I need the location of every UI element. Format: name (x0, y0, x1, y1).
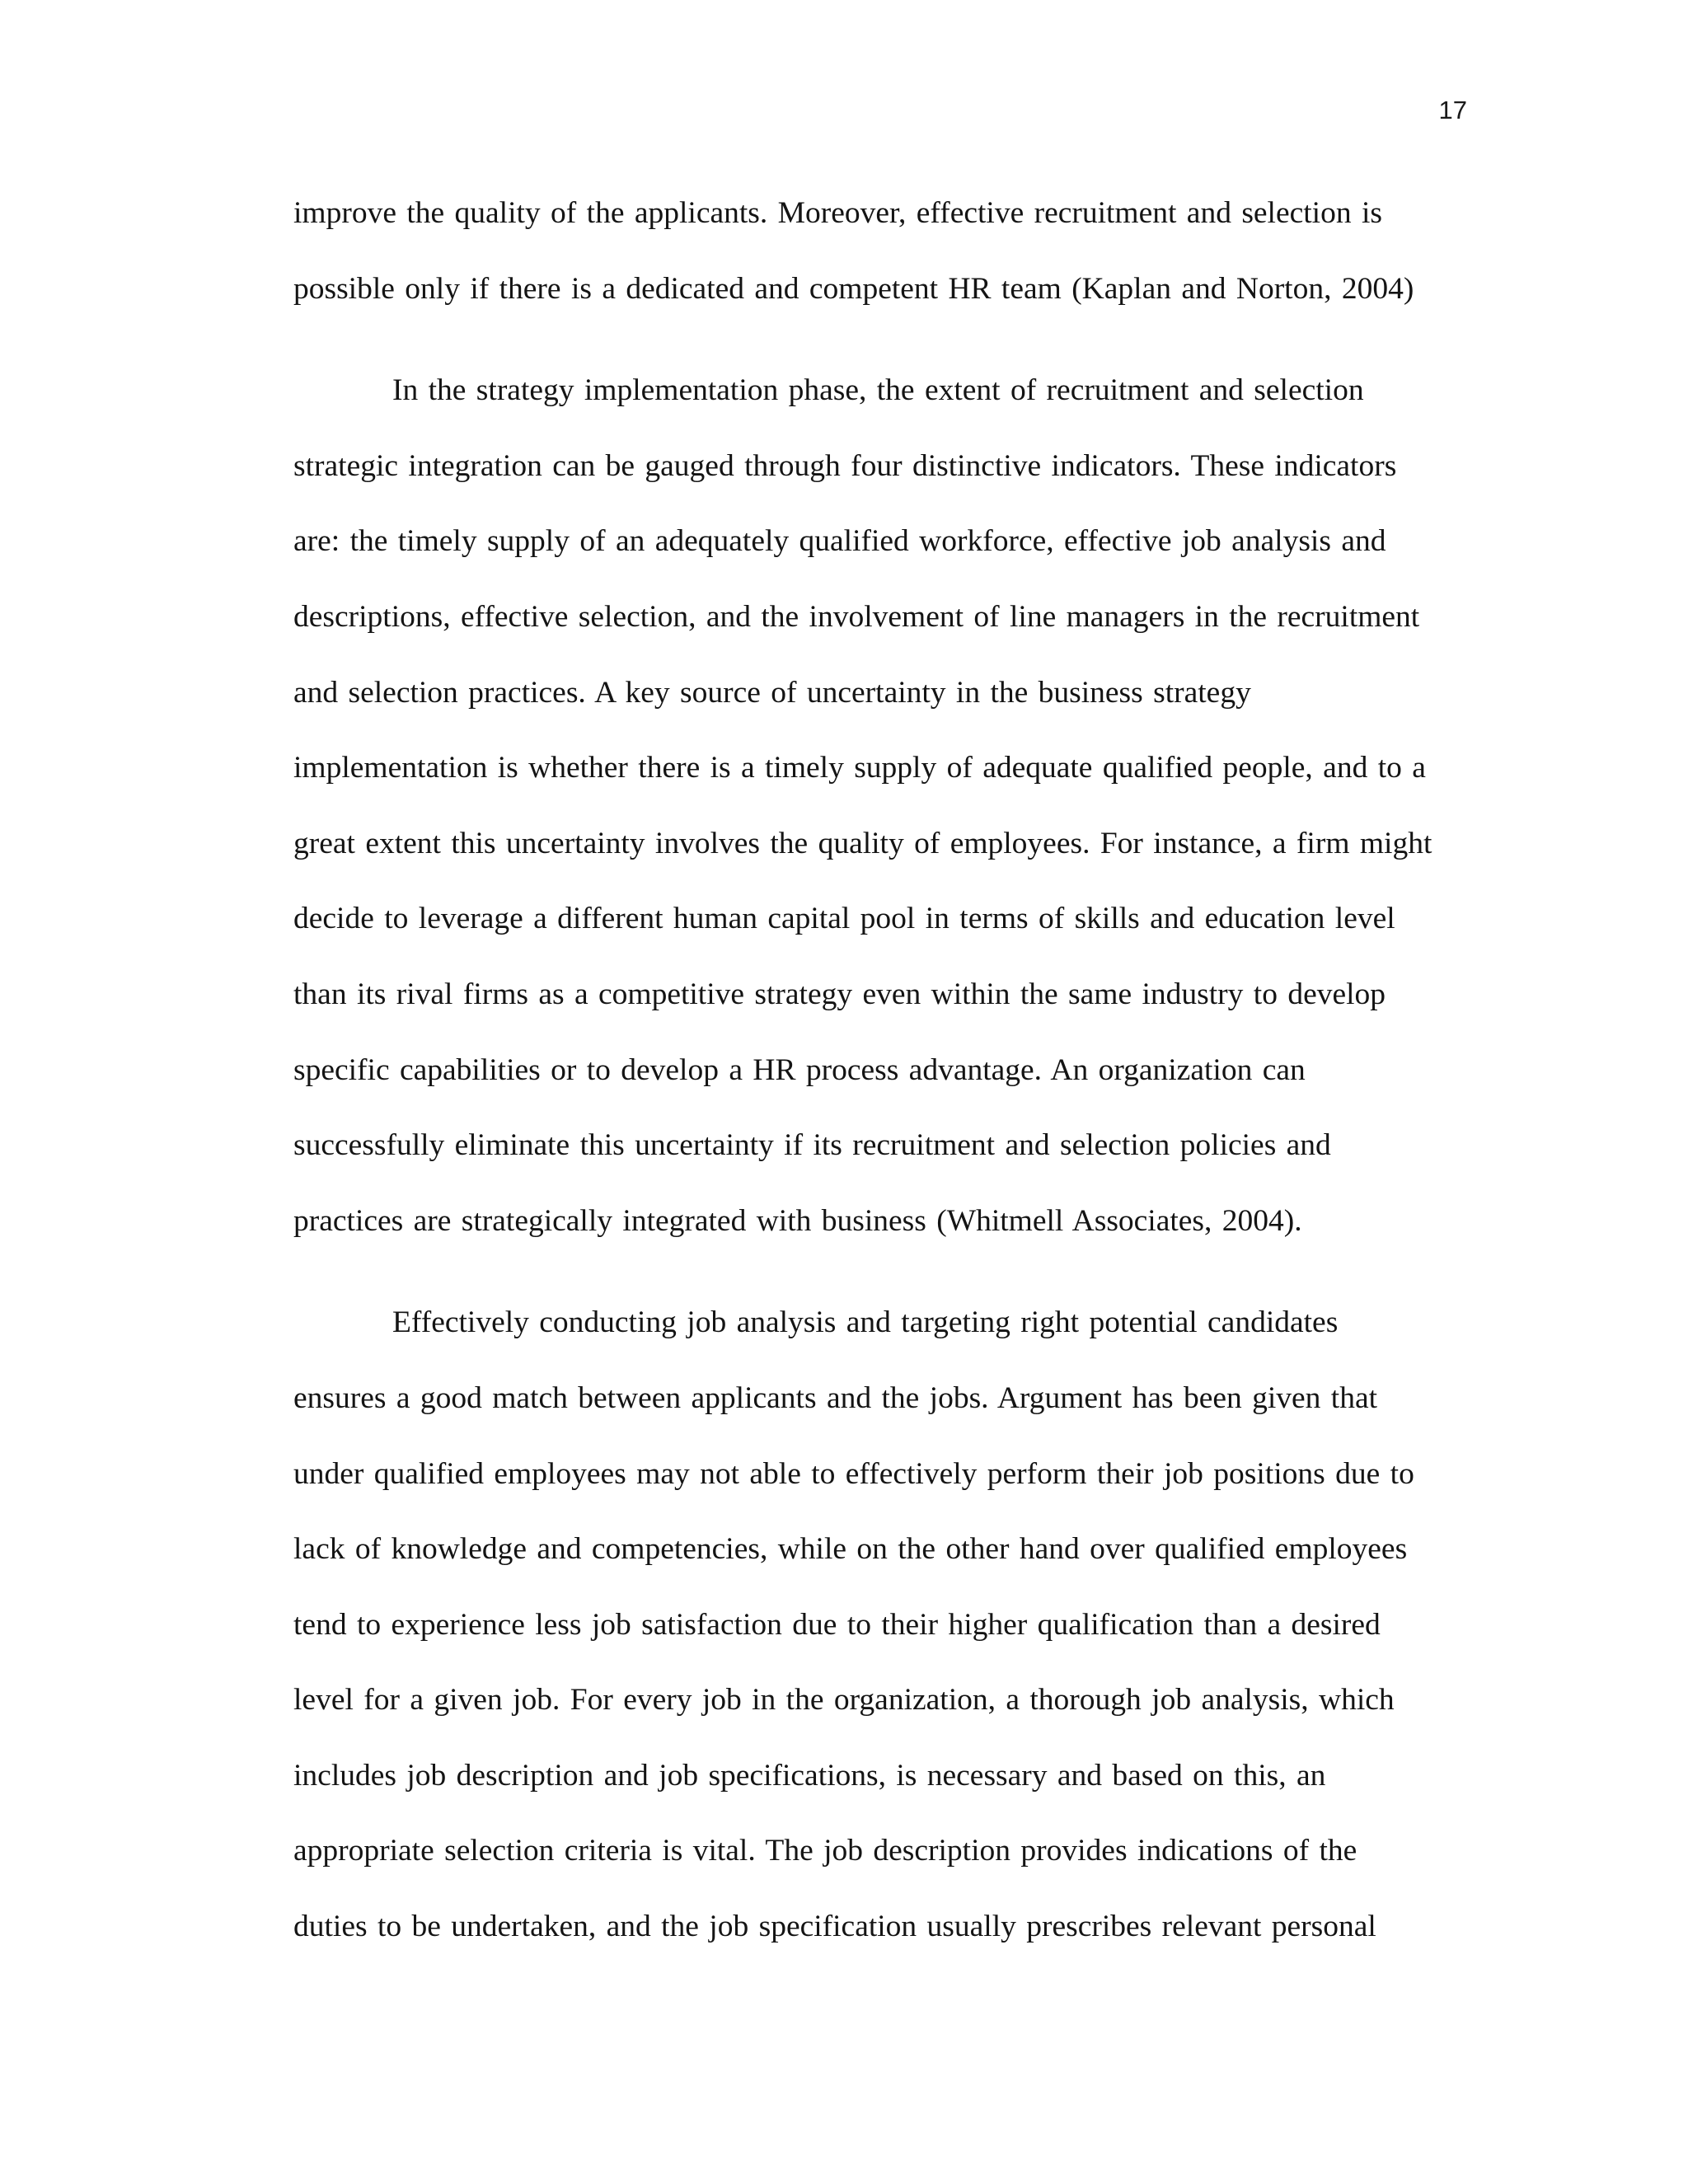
text-line: specific capabilities or to develop a HR process advantage. An organization can (293, 1052, 1306, 1087)
text-line: great extent this uncertainty involves the quality of employees. For instance, a firm might (293, 826, 1432, 860)
text-line: level for a given job. For every job in the organization, a thorough job analysis, which (293, 1683, 1395, 1718)
text-line: ensures a good match between applicants and the jobs. Argument has been given that (293, 1380, 1378, 1415)
paragraph-2 (293, 363, 1464, 1269)
text-line: tend to experience less job satisfaction due to their higher qualification than a desired (293, 1607, 1381, 1642)
text-line: In the strategy implementation phase, the extent of recruitment and selection (392, 373, 1364, 408)
text-line: possible only if there is a dedicated and competent HR team (Kaplan and Norton, 2004) (293, 271, 1414, 306)
text-line: are: the timely supply of an adequately qualified workforce, effective job analysis and (293, 524, 1386, 559)
text-line: under qualified employees may not able to effectively perform their job positions due to (293, 1456, 1414, 1491)
text-line: than its rival firms as a competitive strategy even within the same industry to develop (293, 977, 1386, 1011)
text-line: implementation is whether there is a timely supply of adequate qualified people, and to a (293, 751, 1426, 785)
text-line: descriptions, effective selection, and the involvement of line managers in the recruitment (293, 599, 1420, 634)
text-line: appropriate selection criteria is vital. The job description provides indications of the (293, 1834, 1357, 1868)
text-line: strategic integration can be gauged through four distinctive indicators. These indicators (293, 448, 1397, 483)
paragraph-3 (293, 1296, 1464, 1975)
text-line: practices are strategically integrated with business (Whitmell Associates, 2004). (293, 1203, 1302, 1238)
text-line: duties to be undertaken, and the job specification usually prescribes relevant personal (293, 1910, 1376, 1944)
paragraph-1 (293, 186, 1464, 337)
text-line: lack of knowledge and competencies, while on the other hand over qualified employees (293, 1532, 1408, 1567)
text-line: successfully eliminate this uncertainty if its recruitment and selection policies and (293, 1128, 1331, 1163)
body-text (293, 186, 1464, 1975)
text-line: improve the quality of the applicants. Moreover, effective recruitment and selection is (293, 196, 1382, 230)
page-number: 17 (1438, 96, 1467, 124)
text-line: Effectively conducting job analysis and targeting right potential candidates (392, 1305, 1339, 1340)
text-line: and selection practices. A key source of uncertainty in the business strategy (293, 675, 1251, 710)
text-line: includes job description and job specifications, is necessary and based on this, an (293, 1758, 1326, 1793)
text-line: decide to leverage a different human capital pool in terms of skills and education level (293, 902, 1395, 936)
